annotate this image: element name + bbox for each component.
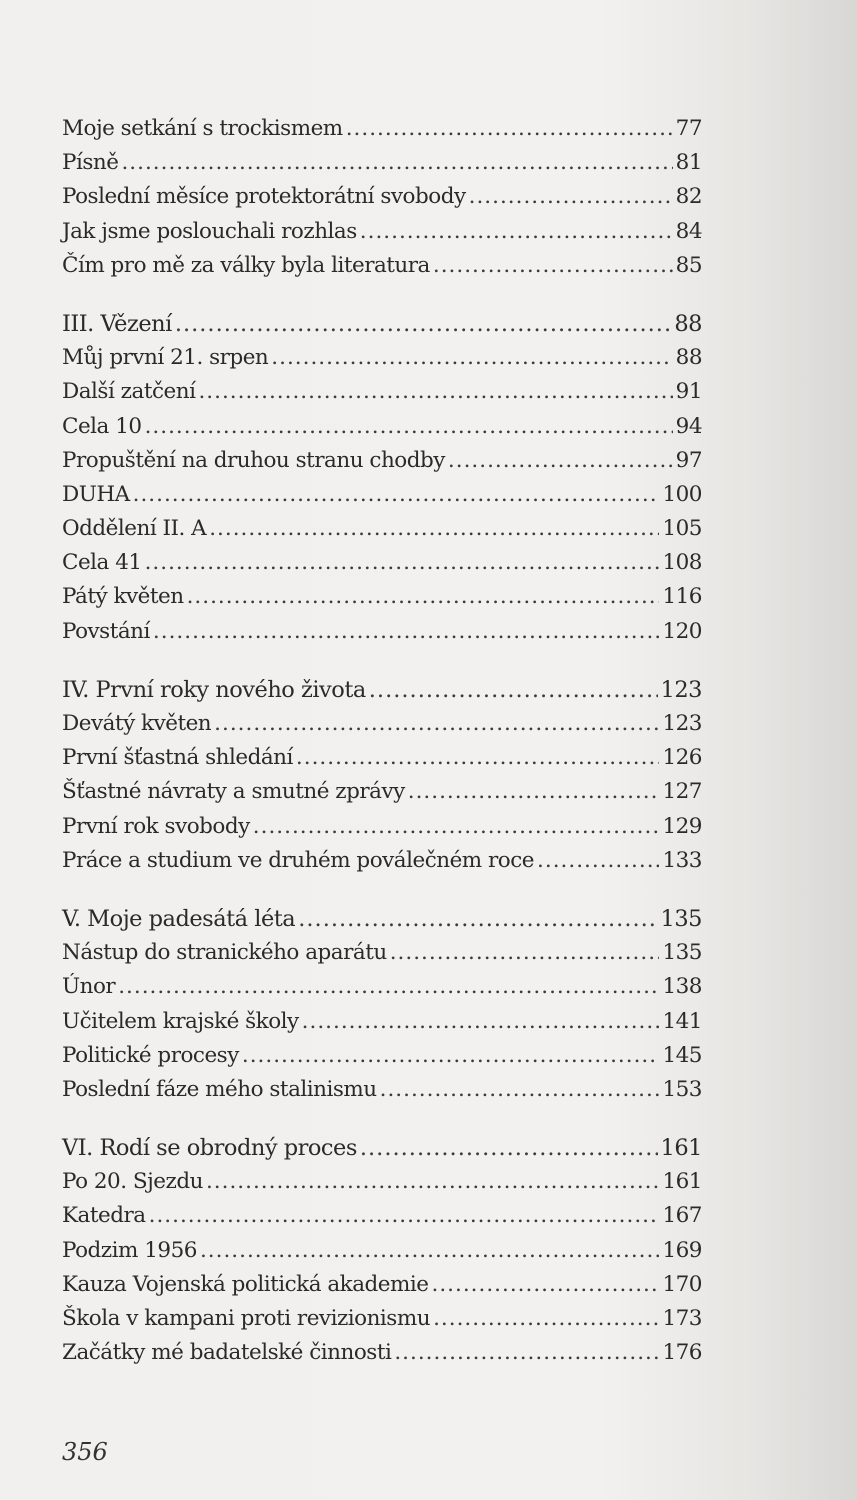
toc-section: [62, 673, 702, 878]
entry-page-number: 123: [660, 676, 702, 703]
toc-chapter-row: [62, 902, 702, 936]
entry-page-number: 108: [662, 550, 702, 576]
entry-title: Propuštění na druhou stranu chodby: [62, 447, 445, 473]
dot-leader: [469, 180, 673, 214]
toc-chapter-row: [62, 673, 702, 707]
entry-title: Kauza Vojenská politická akademie: [62, 1271, 429, 1297]
entry-page-number: 169: [662, 1237, 702, 1263]
entry-title: První rok svobody: [62, 813, 250, 839]
entry-page-number: 88: [675, 345, 702, 371]
entry-title: Čím pro mě za války byla literatura: [62, 252, 430, 278]
entry-page-number: 133: [662, 847, 702, 873]
dot-leader: [432, 1268, 660, 1302]
chapter-title: IV. První roky nového života: [62, 676, 366, 703]
entry-title: Moje setkání s trockismem: [62, 116, 343, 141]
entry-title: Učitelem krajské školy: [62, 1008, 299, 1034]
dot-leader: [380, 1073, 660, 1107]
entry-title: Cela 10: [62, 413, 142, 439]
dot-leader: [145, 410, 673, 444]
toc-entry-row: [62, 1234, 702, 1268]
toc-entry-row: [62, 375, 702, 409]
entry-page-number: 153: [662, 1076, 702, 1102]
entry-title: Písně: [62, 150, 119, 176]
chapter-title: V. Moje padesátá léta: [62, 905, 296, 932]
chapter-title: VI. Rodí se obrodný proces: [62, 1135, 357, 1162]
entry-title: Poslední měsíce protektorátní svobody: [62, 184, 466, 210]
entry-page-number: 141: [662, 1008, 702, 1034]
entry-title: První šťastná shledání: [62, 745, 293, 771]
entry-page-number: 82: [675, 184, 702, 210]
toc-entry-row: [62, 512, 702, 546]
entry-page-number: 120: [662, 618, 702, 644]
entry-title: Začátky mé badatelské činnosti: [62, 1340, 392, 1366]
toc-entry-row: [62, 478, 702, 512]
entry-page-number: 161: [660, 1135, 702, 1162]
dot-leader: [242, 1039, 660, 1073]
dot-leader: [360, 1131, 658, 1165]
toc-entry-row: [62, 1199, 702, 1233]
entry-page-number: 84: [675, 218, 702, 244]
dot-leader: [394, 1336, 659, 1370]
entry-page-number: 94: [675, 413, 702, 439]
dot-leader: [433, 249, 673, 283]
entry-title: Povstání: [62, 618, 150, 644]
entry-page-number: 123: [662, 711, 702, 736]
toc-entry-row: [62, 1005, 702, 1039]
entry-page-number: 176: [662, 1340, 702, 1366]
entry-page-number: 167: [662, 1203, 702, 1229]
entry-title: Poslední fáze mého stalinismu: [62, 1076, 377, 1102]
dot-leader: [133, 478, 660, 512]
toc-entry-row: [62, 1268, 702, 1302]
entry-page-number: 81: [675, 150, 702, 176]
toc-entry-row: [62, 1302, 702, 1336]
entry-title: Práce a studium ve druhém poválečném roce: [62, 847, 535, 873]
entry-title: Můj první 21. srpen: [62, 345, 269, 371]
entry-page-number: 173: [662, 1306, 702, 1331]
dot-leader: [346, 112, 673, 146]
entry-page-number: 97: [675, 447, 702, 473]
table-of-contents: [62, 112, 702, 1394]
dot-leader: [153, 615, 660, 649]
entry-title: Další zatčení: [62, 379, 196, 405]
toc-entry-row: [62, 741, 702, 775]
dot-leader: [271, 341, 672, 375]
entry-page-number: 85: [675, 252, 702, 278]
entry-title: Podzim 1956: [62, 1237, 197, 1263]
entry-page-number: 127: [662, 779, 702, 805]
dot-leader: [206, 1165, 659, 1199]
dot-leader: [448, 444, 673, 478]
toc-entry-row: [62, 215, 702, 249]
dot-leader: [149, 1199, 660, 1233]
dot-leader: [121, 146, 672, 180]
entry-title: Cela 41: [62, 550, 142, 576]
entry-page-number: 116: [662, 584, 702, 610]
toc-entry-row: [62, 546, 702, 580]
toc-section: [62, 902, 702, 1107]
toc-section: [62, 112, 702, 283]
entry-title: Katedra: [62, 1203, 146, 1229]
toc-entry-row: [62, 707, 702, 741]
toc-entry-row: [62, 112, 702, 146]
entry-page-number: 88: [674, 310, 702, 337]
toc-entry-row: [62, 936, 702, 970]
entry-page-number: 129: [662, 813, 702, 839]
dot-leader: [302, 1005, 660, 1039]
toc-section: [62, 307, 702, 649]
entry-title: Únor: [62, 974, 116, 1000]
entry-title: Po 20. Sjezdu: [62, 1169, 203, 1195]
dot-leader: [214, 707, 659, 741]
entry-page-number: 145: [662, 1042, 702, 1068]
dot-leader: [253, 810, 660, 844]
entry-title: Pátý květen: [62, 584, 184, 610]
dot-leader: [187, 580, 660, 614]
entry-page-number: 161: [662, 1169, 702, 1195]
dot-leader: [175, 307, 672, 341]
toc-entry-row: [62, 810, 702, 844]
toc-entry-row: [62, 1165, 702, 1199]
entry-title: Škola v kampani proti revizionismu: [62, 1306, 431, 1331]
toc-chapter-row: [62, 1131, 702, 1165]
entry-title: DUHA: [62, 481, 130, 507]
dot-leader: [145, 546, 660, 580]
dot-leader: [298, 902, 657, 936]
page-number: 356: [62, 1438, 108, 1466]
dot-leader: [390, 936, 660, 970]
entry-title: Jak jsme poslouchali rozhlas: [62, 218, 357, 244]
toc-entry-row: [62, 615, 702, 649]
toc-entry-row: [62, 444, 702, 478]
toc-entry-row: [62, 1336, 702, 1370]
dot-leader: [369, 673, 658, 707]
toc-entry-row: [62, 1039, 702, 1073]
toc-entry-row: [62, 180, 702, 214]
dot-leader: [433, 1302, 659, 1336]
toc-entry-row: [62, 410, 702, 444]
entry-title: Oddělení II. A: [62, 516, 207, 542]
entry-page-number: 135: [662, 940, 702, 966]
entry-page-number: 100: [662, 481, 702, 507]
entry-page-number: 138: [662, 974, 702, 1000]
toc-entry-row: [62, 249, 702, 283]
entry-page-number: 105: [662, 516, 702, 542]
dot-leader: [198, 375, 672, 409]
dot-leader: [209, 512, 659, 546]
dot-leader: [537, 844, 659, 878]
dot-leader: [360, 215, 673, 249]
toc-entry-row: [62, 970, 702, 1004]
entry-title: Šťastné návraty a smutné zprávy: [62, 779, 405, 805]
entry-page-number: 135: [660, 905, 702, 932]
toc-entry-row: [62, 844, 702, 878]
dot-leader: [408, 775, 660, 809]
chapter-title: III. Vězení: [62, 310, 172, 337]
toc-entry-row: [62, 341, 702, 375]
toc-entry-row: [62, 146, 702, 180]
toc-entry-row: [62, 1073, 702, 1107]
toc-chapter-row: [62, 307, 702, 341]
toc-section: [62, 1131, 702, 1370]
entry-page-number: 170: [662, 1271, 702, 1297]
entry-page-number: 77: [675, 116, 702, 141]
entry-title: Devátý květen: [62, 711, 212, 736]
dot-leader: [296, 741, 660, 775]
entry-page-number: 126: [662, 745, 702, 771]
toc-entry-row: [62, 775, 702, 809]
dot-leader: [118, 970, 659, 1004]
entry-title: Nástup do stranického aparátu: [62, 940, 387, 966]
entry-page-number: 91: [675, 379, 702, 405]
entry-title: Politické procesy: [62, 1042, 239, 1068]
dot-leader: [200, 1234, 660, 1268]
toc-entry-row: [62, 580, 702, 614]
